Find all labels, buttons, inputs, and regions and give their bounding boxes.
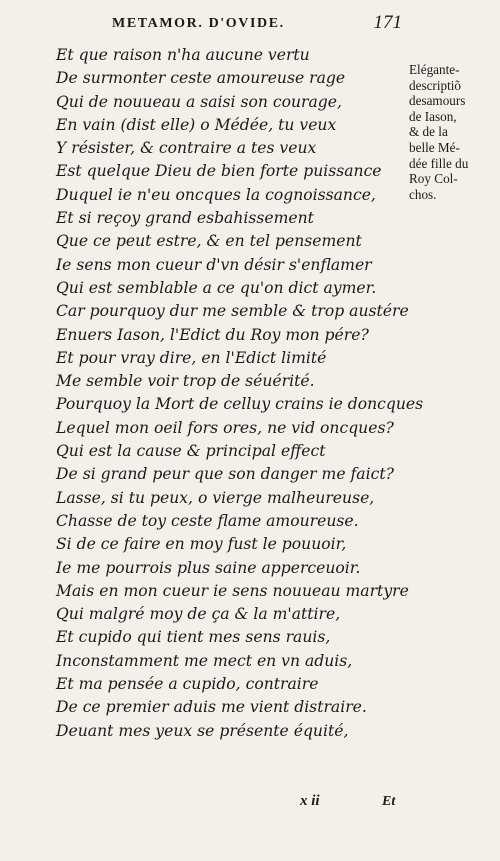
verse-line: Enuers Iason, l'Edict du Roy mon pére?: [56, 325, 369, 344]
margin-note-line: Roy Col-: [409, 171, 458, 187]
verse-line: Et ma pensée a cupido, contraire: [56, 675, 319, 694]
verse-line: De ce premier aduis me vient distraire.: [56, 698, 367, 717]
margin-note-line: de Iason,: [409, 108, 457, 124]
verse-line: De surmonter ceste amoureuse rage: [56, 69, 346, 88]
verse-line: Chasse de toy ceste flame amoureuse.: [56, 511, 359, 530]
margin-note-line: belle Mé-: [409, 139, 460, 155]
verse-line: De si grand peur que son danger me faict?: [56, 465, 394, 484]
verse-line: Et que raison n'ha aucune vertu: [56, 46, 310, 64]
verse-line: Est quelque Dieu de bien forte puissance: [56, 162, 382, 181]
verse-line: Duquel ie n'eu oncques la cognoissance,: [56, 185, 376, 204]
verse-line: Y résister, & contraire a tes veux: [56, 139, 317, 158]
verse-line: Si de ce faire en moy fust le pouuoir,: [56, 535, 347, 554]
verse-line: Me semble voir trop de séuérité.: [56, 372, 315, 391]
verse-line: Qui est la cause & principal effect: [56, 442, 326, 461]
verse-line: Pourquoy la Mort de celluy crains ie doncques: [56, 395, 424, 414]
verse-line: Mais en mon cueur ie sens nouueau martyre: [56, 581, 409, 600]
margin-note-line: & de la: [409, 124, 448, 140]
verse-line: Que ce peut estre, & en tel pensement: [56, 232, 362, 251]
verse-line: Qui de nouueau a saisi son courage,: [56, 92, 342, 111]
verse-line: Deuant mes yeux se présente équité,: [56, 721, 349, 740]
verse-line: Qui est semblable a ce qu'on dict aymer.: [56, 278, 377, 297]
signature-mark: x ii: [300, 793, 320, 809]
verse-line: Car pourquoy dur me semble & trop austére: [56, 302, 409, 321]
verse-line: Et cupido qui tient mes sens rauis,: [56, 628, 331, 647]
verse-line: Et pour vray dire, en l'Edict limité: [56, 348, 327, 367]
catchword: Et: [382, 794, 396, 809]
verse-line: Lasse, si tu peux, o vierge malheureuse,: [56, 488, 375, 507]
margin-note-line: chos.: [409, 186, 437, 202]
verse-line: Lequel mon oeil fors ores, ne vid oncques?: [56, 418, 394, 437]
page-header: [112, 12, 402, 38]
margin-note-line: Elégante-: [409, 62, 460, 77]
verse-line: Ie sens mon cueur d'vn désir s'enflamer: [56, 255, 372, 274]
verse-line: Inconstamment me mect en vn aduis,: [56, 651, 353, 670]
margin-note-line: descriptiõ: [409, 77, 462, 93]
page-number: 171: [373, 12, 402, 33]
running-title: METAMOR. D'OVIDE.: [112, 16, 285, 31]
page-footer: [300, 793, 410, 815]
verse-line: Et si reçoy grand esbahissement: [56, 209, 314, 228]
verse-line: Qui malgré moy de ça & la m'attire,: [56, 605, 341, 624]
margin-note-line: desamours: [409, 93, 466, 109]
verse-line: En vain (dist elle) o Médée, tu veux: [56, 115, 337, 134]
verse-line: Ie me pourrois plus saine apperceuoir.: [56, 558, 361, 577]
margin-note: [409, 62, 493, 202]
margin-note-line: dée fille du: [409, 155, 469, 171]
